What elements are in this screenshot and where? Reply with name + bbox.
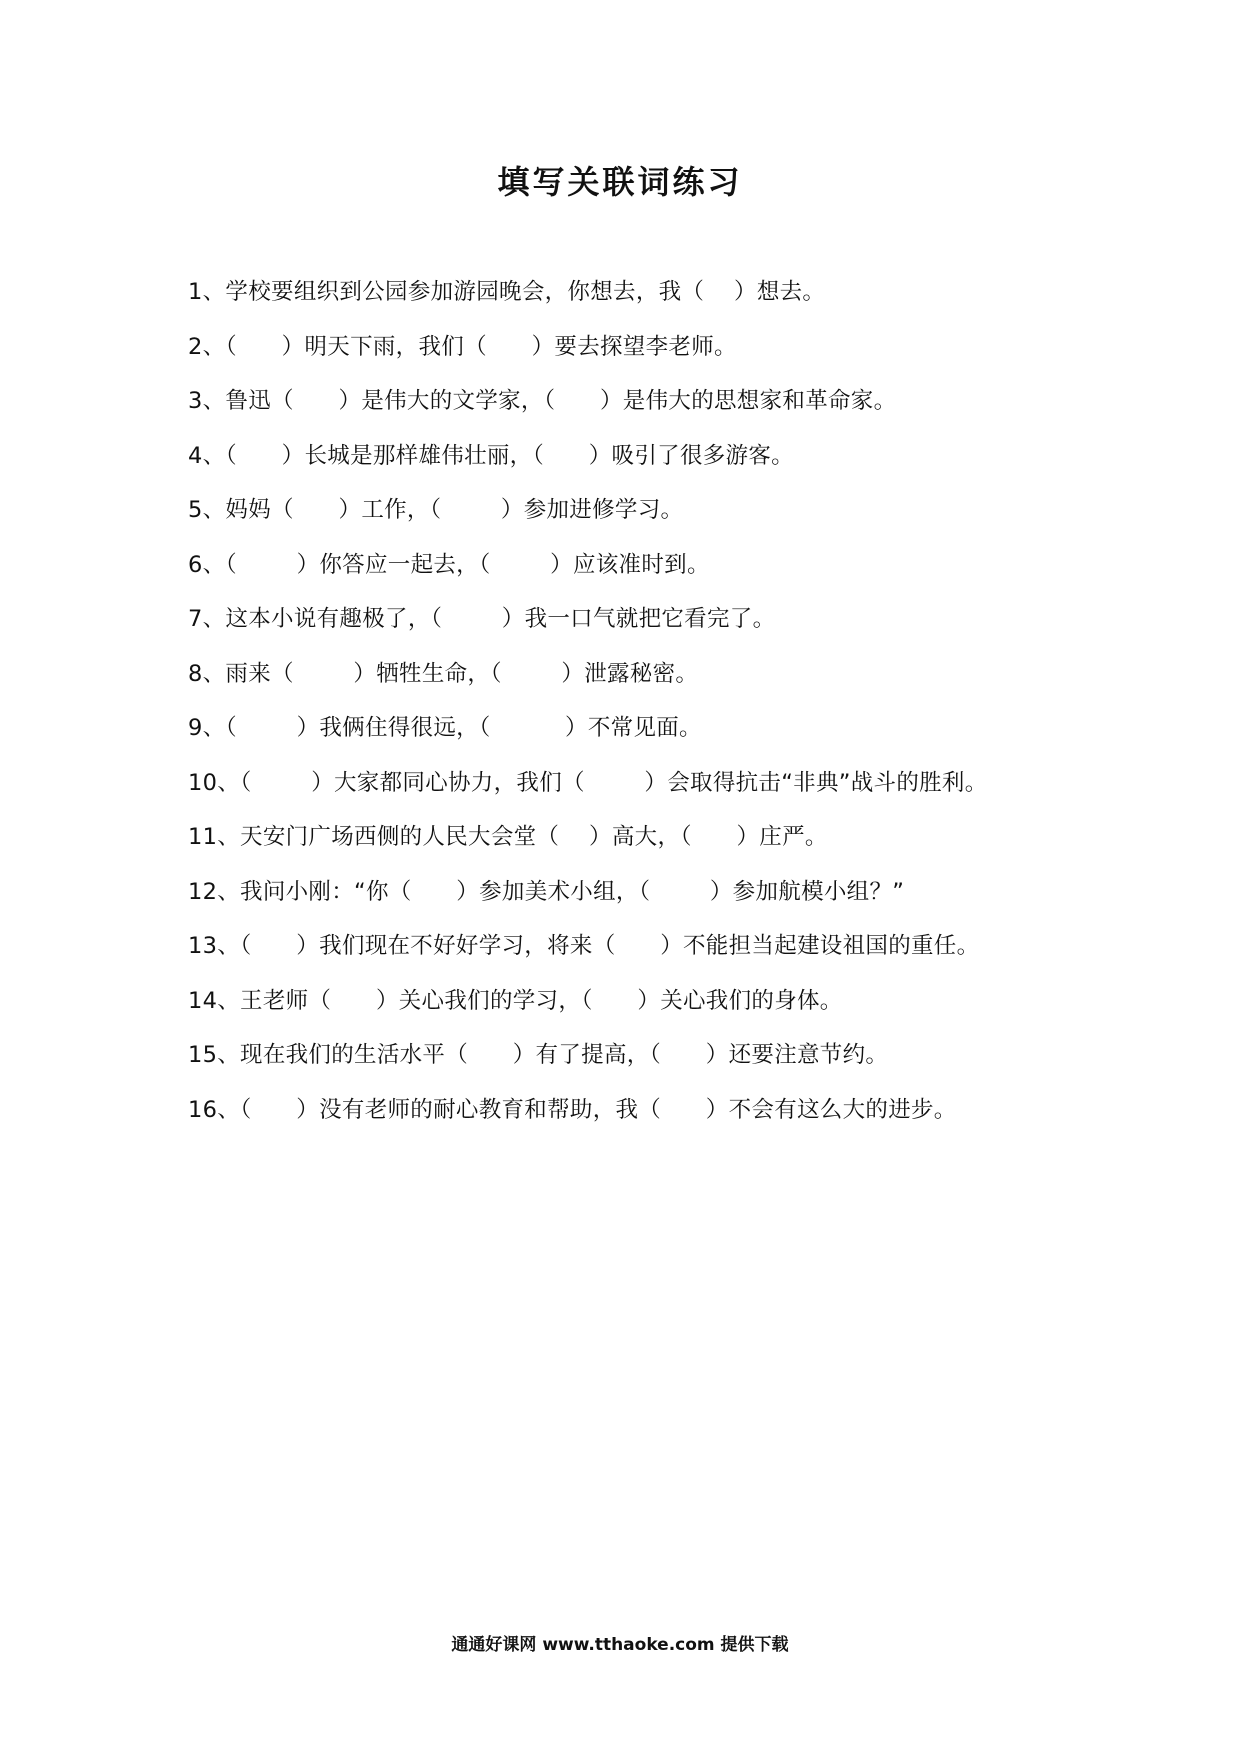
question-item: 15、现在我们的生活水平（ ）有了提高，（ ）还要注意节约。 [188,1042,889,1068]
question-item: 14、王老师（ ）关心我们的学习，（ ）关心我们的身体。 [188,987,843,1014]
question-item: 4、（ ）长城是那样雄伟壮丽，（ ）吸引了很多游客。 [188,442,794,469]
question-item: 13、（ ）我们现在不好好学习，将来（ ）不能担当起建设祖国的重任。 [188,933,980,959]
question-item: 9、（ ）我俩住得很远，（ ）不常见面。 [188,715,702,741]
question-item: 10、（ ）大家都同心协力，我们（ ）会取得抗击“非典”战斗的胜利。 [188,769,988,796]
question-list [188,272,1118,1144]
question-item: 12、我问小刚：“你（ ）参加美术小组，（ ）参加航模小组？” [188,878,905,905]
question-item: 3、鲁迅（ ）是伟大的文学家，（ ）是伟大的思想家和革命家。 [188,388,897,414]
page-title: 填写关联词练习 [497,163,743,201]
question-item: 16、（ ）没有老师的耐心教育和帮助，我（ ）不会有这么大的进步。 [188,1096,957,1123]
footer-note: 通通好课网 www.tthaoke.com 提供下载 [451,1635,789,1655]
question-item: 6、（ ）你答应一起去，（ ）应该准时到。 [188,551,710,578]
question-item: 2、（ ）明天下雨，我们（ ）要去探望李老师。 [188,333,737,360]
question-item: 7、这本小说有趣极了，（ ）我一口气就把它看完了。 [188,606,776,632]
question-item: 8、雨来（ ）牺牲生命，（ ）泄露秘密。 [188,660,699,687]
question-item: 5、妈妈（ ）工作，（ ）参加进修学习。 [188,497,684,523]
question-item: 11、天安门广场西侧的人民大会堂（ ）高大，（ ）庄严。 [188,824,828,850]
question-item: 1、学校要组织到公园参加游园晚会，你想去，我（ ）想去。 [188,279,826,305]
